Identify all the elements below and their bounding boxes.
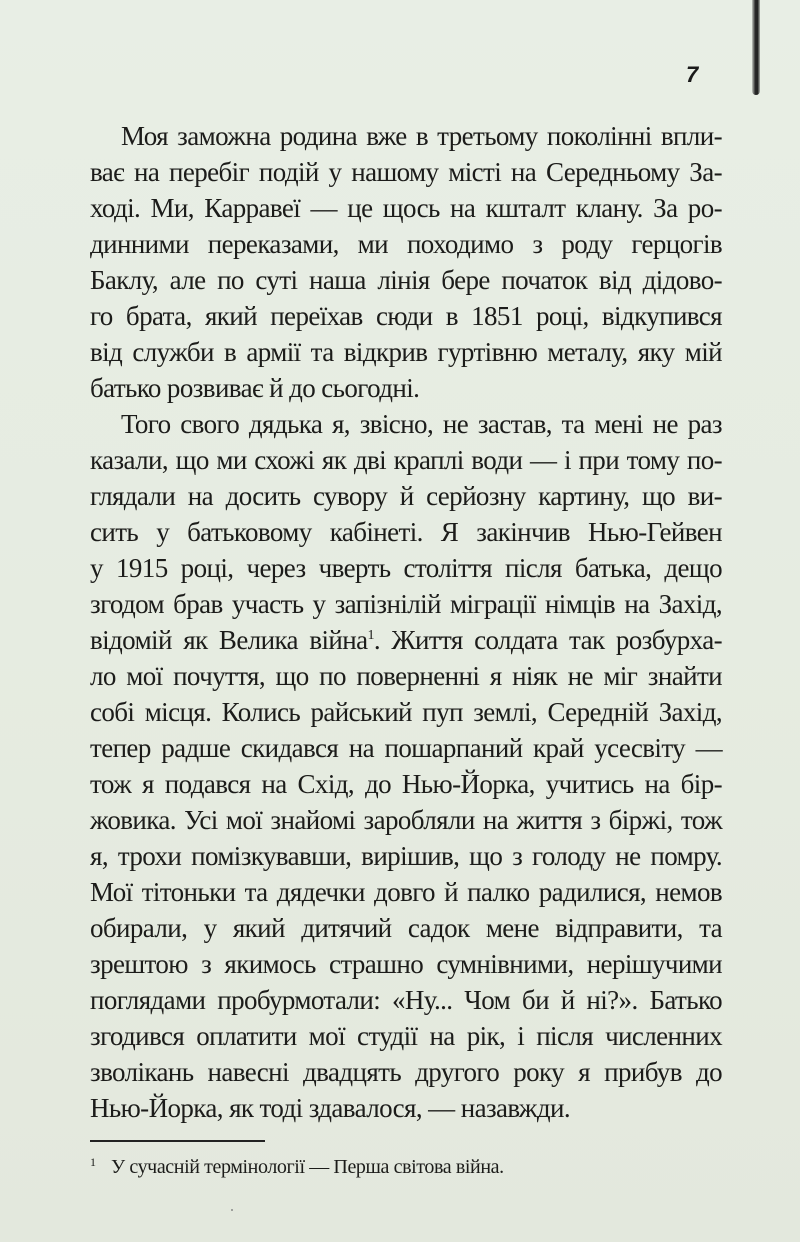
text-line: ває на перебіг подій у нашому місті на Середньому За- <box>90 157 722 187</box>
footnote-number: 1 <box>90 1155 96 1169</box>
footnote-divider <box>90 1140 265 1142</box>
text-line: ло мої почуття, що по поверненні я ніяк не міг знайти <box>90 661 722 691</box>
text-line: Мої тітоньки та дядечки довго й палко радилися, немов <box>90 877 722 907</box>
text-fragment: відомій як Велика війна <box>90 625 368 655</box>
text-line: згодом брав участь у запізнілій міграції німців на Захід, <box>90 589 722 619</box>
footnote <box>90 1148 504 1181</box>
text-line: від служби в армії та відкрив гуртівню металу, яку мій <box>90 337 722 367</box>
text-line: Моя заможна родина вже в третьому поколінні впли- <box>121 121 722 151</box>
text-line: собі місця. Колись райський пуп землі, Середній Захід, <box>90 697 722 727</box>
text-line: зволікань навесні двадцять другого року я прибув до <box>90 1057 722 1087</box>
page-edge-shadow <box>752 0 760 95</box>
footnote-text: У сучасній термінології — Перша світова війна. <box>111 1156 504 1178</box>
text-line: сить у батьковому кабінеті. Я закінчив Нью-Гейвен <box>90 517 722 547</box>
text-line: Того свого дядька я, звісно, не застав, та мені не раз <box>121 409 722 439</box>
text-line: зрештою з якимось страшно сумнівними, нерішучими <box>90 949 722 979</box>
footnote-reference[interactable]: 1 <box>367 628 374 643</box>
paper-speck <box>231 1209 233 1211</box>
text-fragment: . <box>373 625 392 655</box>
text-line: казали, що ми схожі як дві краплі води — і при тому по- <box>90 445 722 475</box>
text-line: ході. Ми, Карравеї — це щось на кшталт клану. За ро- <box>90 193 722 223</box>
text-line: батько розвиває й до сьогодні. <box>90 373 420 403</box>
text-line: динними переказами, ми походимо з роду герцогів <box>90 229 722 259</box>
text-line: обирали, у який дитячий садок мене відправити, та <box>90 913 722 943</box>
text-line: Баклу, але по суті наша лінія бере початок від дідово- <box>90 265 722 295</box>
text-line: я, трохи помізкувавши, вирішив, що з голоду не помру. <box>90 841 722 871</box>
text-line: глядали на досить сувору й серйозну картину, що ви- <box>90 481 722 511</box>
text-line: згодився оплатити мої студії на рік, і після численних <box>90 1021 722 1051</box>
text-line-with-footnote <box>90 622 722 658</box>
body-text <box>90 118 722 1126</box>
text-line: тепер радше скидався на пошарпаний край усесвіту — <box>90 733 722 763</box>
text-line: у 1915 році, через чверть століття після батька, дещо <box>90 553 722 583</box>
text-fragment: Життя солдата так розбурха- <box>391 625 722 655</box>
text-line: го брата, який переїхав сюди в 1851 році, відкупився <box>90 301 722 331</box>
text-line: поглядами пробурмотали: «Ну... Чом би й ні?». Батько <box>90 985 722 1015</box>
text-line: Нью-Йорка, як тоді здавалося, — назавжди. <box>90 1093 570 1123</box>
text-line: жовика. Усі мої знайомі заробляли на життя з біржі, тож <box>90 805 722 835</box>
text-line: тож я подався на Схід, до Нью-Йорка, учитись на бір- <box>90 769 722 799</box>
page-number: 7 <box>686 62 699 87</box>
